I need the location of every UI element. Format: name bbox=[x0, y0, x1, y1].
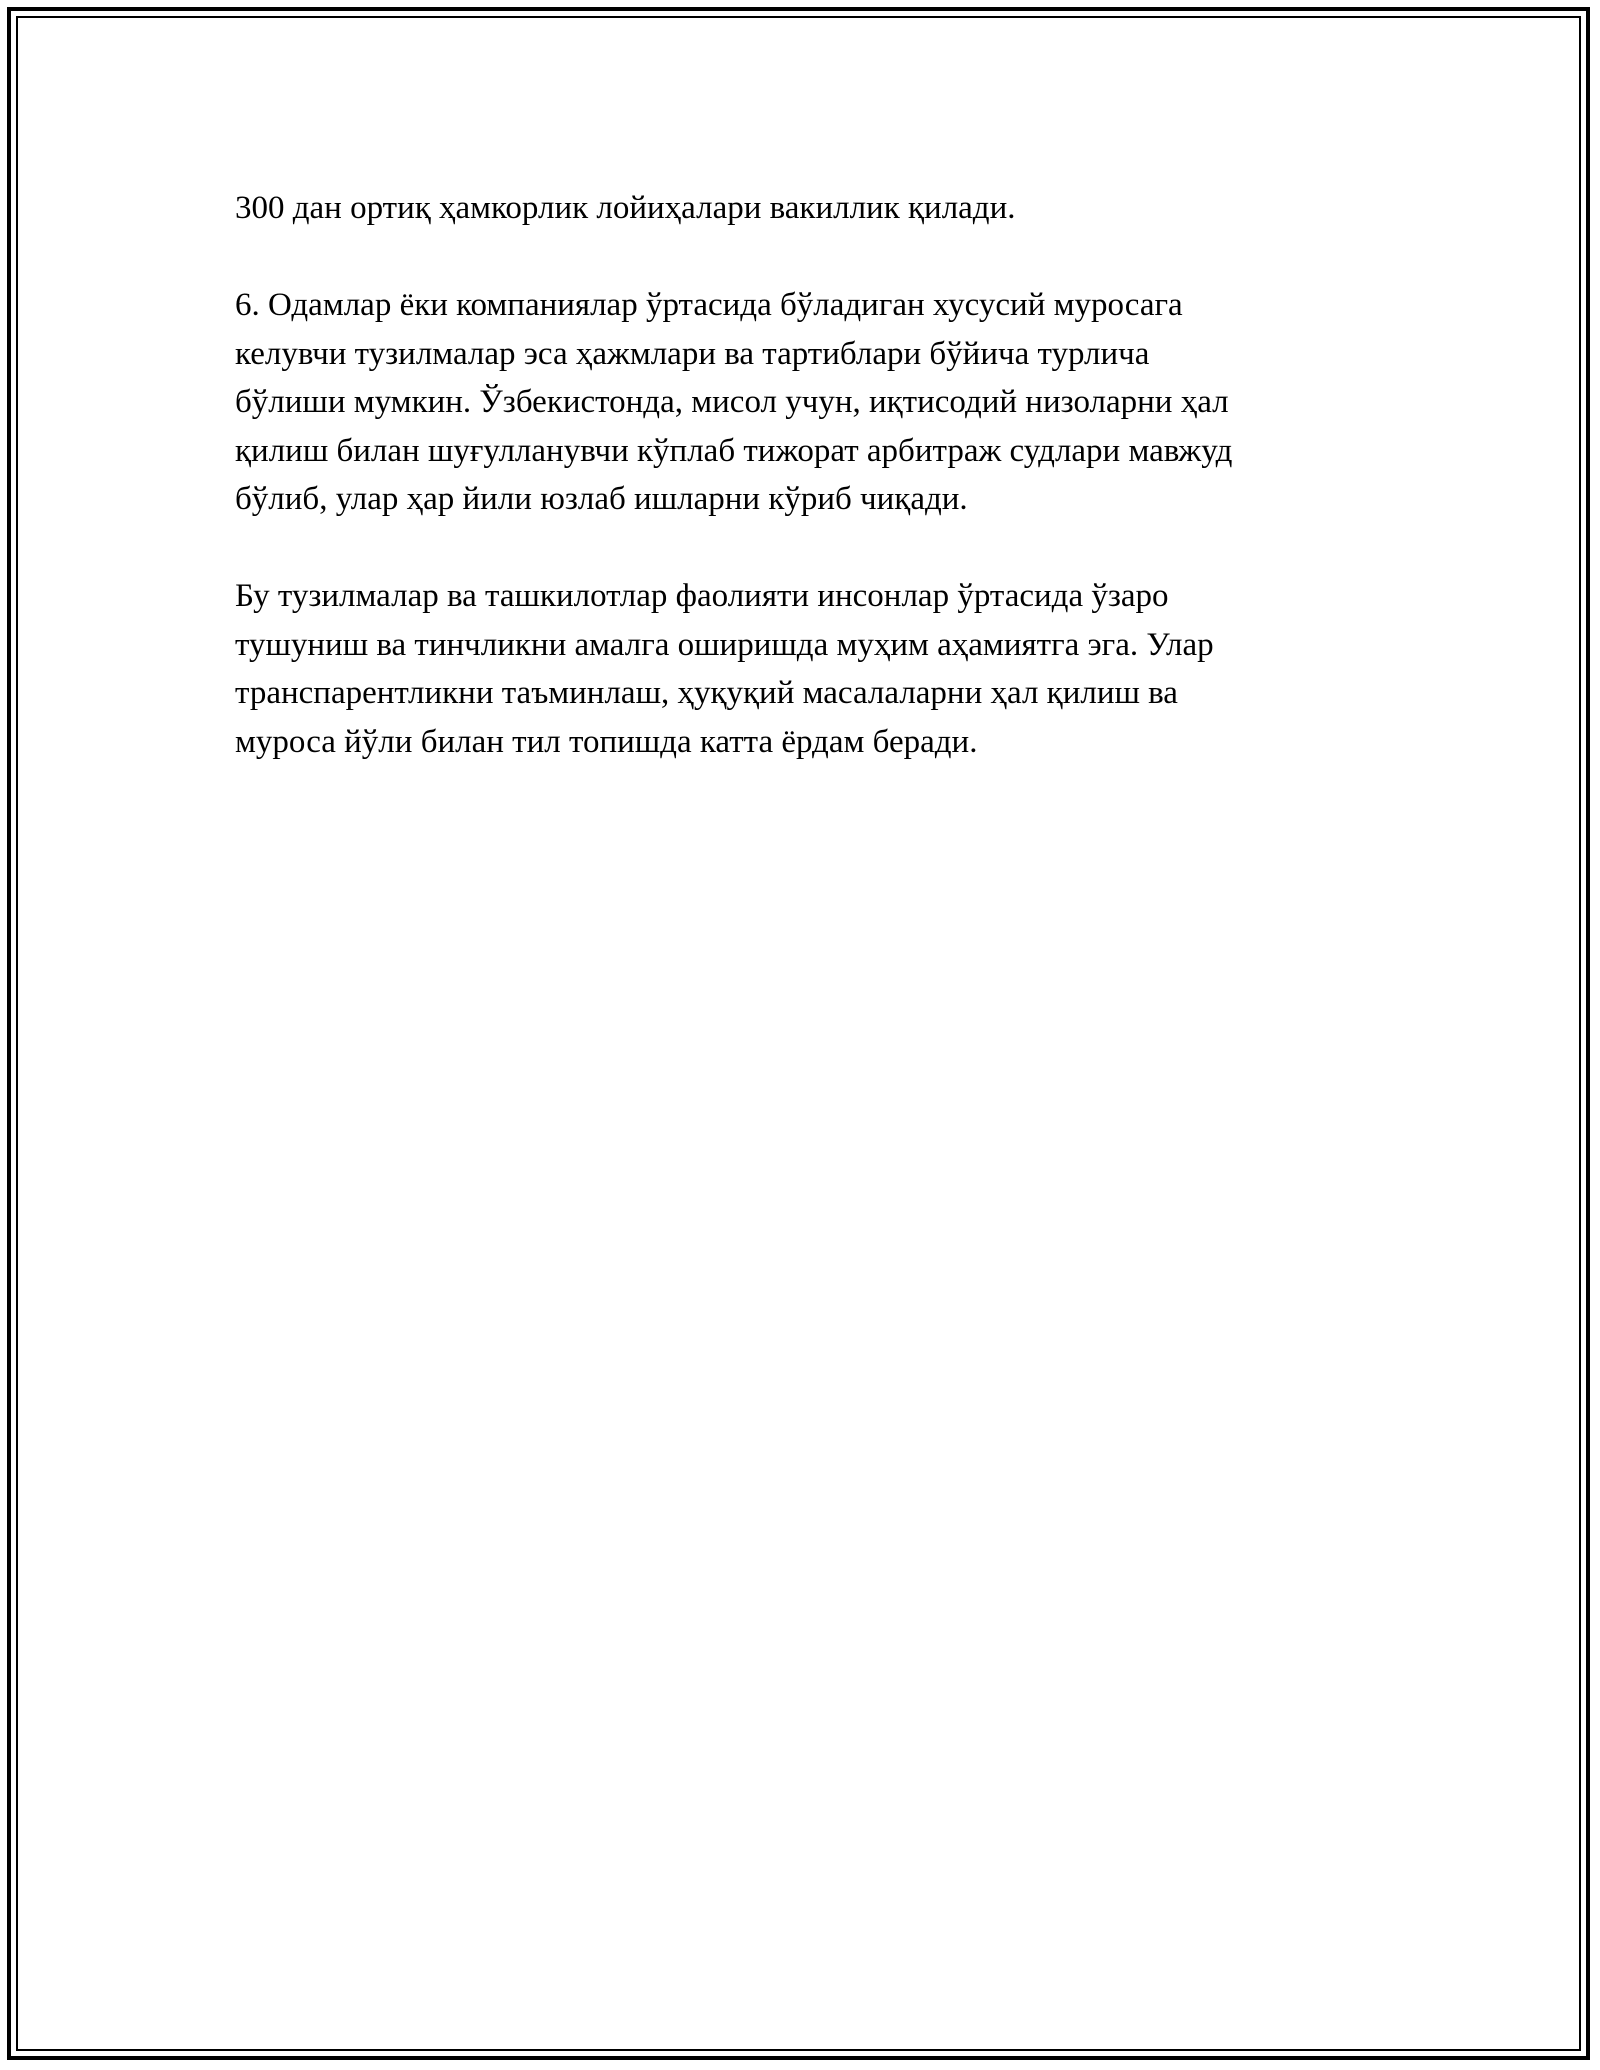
document-body bbox=[235, 184, 1385, 815]
paragraph-3: Бу тузилмалар ва ташкилотлар фаолияти инсонлар ўртасида ўзаро тушуниш ва тинчликни амалга оширишда муҳим аҳамиятга эга. Улар транспарентликни таъминлаш, ҳуқуқий масалаларни ҳал қилиш ва муроса йўли билан тил топишда катта ёрдам беради. bbox=[235, 578, 1214, 760]
paragraph-1: 300 дан ортиқ ҳамкорлик лойиҳалари вакиллик қилади. bbox=[235, 190, 1016, 226]
paragraph-2: 6. Одамлар ёки компаниялар ўртасида бўладиган хусусий муросага келувчи тузилмалар эса ҳажмлари ва тартиблари бўйича турлича бўлиши мумкин. Ўзбекистонда, мисол учун, иқтисодий низоларни ҳал қилиш билан шуғулланувчи кўплаб тижорат арбитраж судлари мавжуд бўлиб, улар ҳар йили юзлаб ишларни кўриб чиқади. bbox=[235, 287, 1233, 517]
